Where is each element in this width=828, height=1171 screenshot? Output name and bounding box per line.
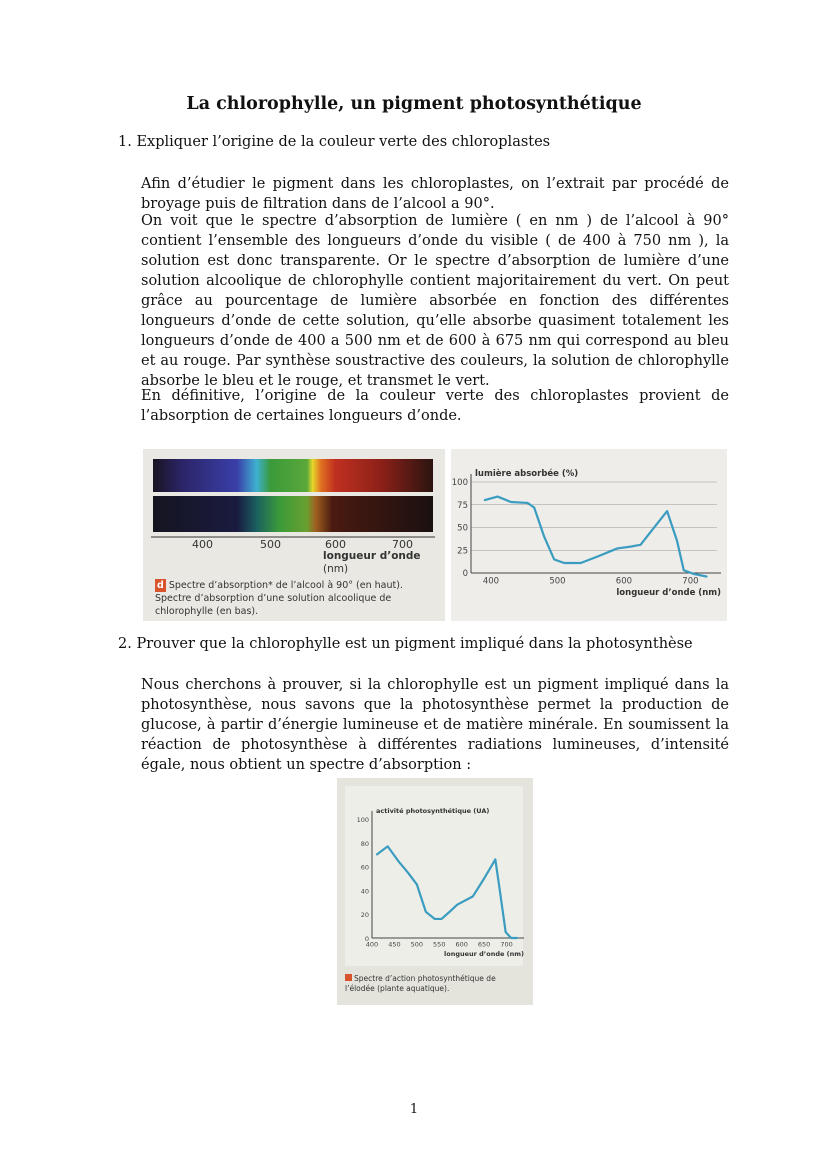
y-tick-label: 0: [364, 935, 369, 943]
data-point: [407, 872, 408, 873]
x-tick-label: 500: [410, 940, 424, 949]
data-point: [425, 911, 426, 912]
data-point: [376, 854, 377, 855]
data-point: [387, 846, 388, 847]
data-point: [472, 896, 473, 897]
y-tick-label: 75: [457, 500, 468, 511]
data-point: [416, 884, 417, 885]
x-axis-label: longueur d’onde: [323, 550, 421, 562]
section-1-paragraph-3: En définitive, l’origine de la couleur verte des chloroplastes provient de l’absorption de certaines longueurs d’onde.: [141, 388, 729, 424]
data-point: [630, 546, 631, 547]
x-tick-label: 600: [455, 940, 468, 949]
absorption-chart: [451, 449, 727, 621]
y-axis-label: activité photosynthétique (UA): [376, 807, 490, 815]
data-point: [510, 937, 511, 938]
data-point: [499, 890, 500, 891]
data-line: [484, 497, 707, 577]
section-1-heading: 1. Expliquer l’origine de la couleur verte des chloroplastes: [118, 134, 551, 150]
x-tick-label: 650: [477, 940, 491, 949]
data-point: [544, 536, 545, 537]
y-tick-label: 25: [457, 546, 468, 557]
x-tick-label: 500: [549, 576, 566, 587]
x-axis-unit: (nm): [323, 563, 349, 575]
data-line: [376, 846, 517, 938]
alcohol-spectrum-band: [153, 459, 433, 492]
data-point: [434, 918, 435, 919]
data-point: [448, 912, 449, 913]
data-point: [617, 548, 618, 549]
x-tick-label: 700: [500, 940, 513, 949]
section-1-paragraph-1: Afin d’étudier le pigment dans les chloroplastes, on l’extrait par procédé de broyage puis de filtration dans de l’alcool a 90°.: [141, 176, 729, 212]
section-2-paragraph-1: Nous cherchons à prouver, si la chlorophylle est un pigment impliqué dans la photosynthèse, nous savons que la photosynthèse permet la production de glucose, à partir d’énergie lumineuse et de matière minérale. En soumissent la réaction de photosynthèse à différentes radiations lumineuses, d’intensité égale, nous obtient un spectre d’absorption :: [141, 677, 729, 773]
section-1-paragraph-2: On voit que le spectre d’absorption de lumière ( en nm ) de l’alcool à 90° contient l’ensemble des longueurs d’onde du visible ( de 400 à 750 nm ), la solution est donc transparente. Or le spectre d’absorption de lumière d’une solution alcoolique de chlorophylle contient majoritairement du vert. On peut grâce au pourcentage de lumière absorbée en fonction des différentes longueurs d’onde de cette solution, qu’elle absorbe quasiment totalement les longueurs d’onde de 400 a 500 nm et de 600 à 675 nm qui correspond au bleu et au rouge. Par synthèse soustractive des couleurs, la solution de chlorophylle absorbe le bleu et le rouge, et transmet le vert.: [141, 213, 729, 389]
data-point: [510, 501, 511, 502]
y-tick-label: 100: [451, 478, 468, 488]
y-axis-label: lumière absorbée (%): [475, 469, 579, 479]
y-tick-label: 100: [356, 816, 369, 824]
y-tick-label: 40: [360, 887, 369, 896]
x-tick-label: 450: [388, 940, 401, 949]
data-point: [706, 576, 707, 577]
y-tick-label: 80: [360, 839, 369, 848]
y-tick-label: 50: [457, 523, 468, 534]
data-point: [693, 573, 694, 574]
spectrum-caption: d Spectre d’absorption* de l’alcool à 90° (en haut). Spectre d’absorption d’une solution alcoolique de chlorophylle (en bas).: [155, 580, 403, 617]
section-2-heading: 2. Prouver que la chlorophylle est un pigment impliqué dans la photosynthèse: [118, 636, 693, 652]
x-axis-label: longueur d’onde (nm): [444, 950, 524, 958]
x-tick-label: 550: [433, 940, 446, 949]
data-point: [398, 861, 399, 862]
x-tick-label: 400: [365, 940, 379, 949]
spectrum-figure: [143, 449, 445, 621]
data-point: [441, 918, 442, 919]
action-spectrum-chart-svg: [337, 778, 533, 1005]
data-point: [677, 541, 678, 542]
data-point: [667, 511, 668, 512]
tick-600: 600: [325, 538, 346, 551]
data-point: [597, 556, 598, 557]
data-point: [497, 496, 498, 497]
y-tick-label: 60: [360, 863, 369, 872]
x-tick-label: 600: [615, 576, 633, 587]
x-axis-label: longueur d’onde (nm): [616, 588, 721, 598]
absorption-chart-svg: [451, 449, 727, 621]
data-point: [484, 500, 485, 501]
y-tick-label: 0: [462, 569, 468, 579]
data-point: [457, 904, 458, 905]
action-spectrum-figure: [337, 778, 533, 1005]
data-point: [563, 562, 564, 563]
data-point: [554, 559, 555, 560]
caption-marker: [345, 974, 352, 981]
x-tick-label: 400: [482, 576, 500, 587]
page-title: La chlorophylle, un pigment photosynthétique: [186, 94, 642, 114]
y-tick-label: 20: [360, 911, 369, 920]
action-spectrum-caption: Spectre d’action photosynthétique de l’élodée (plante aquatique).: [345, 974, 496, 993]
data-point: [517, 937, 518, 938]
data-point: [534, 507, 535, 508]
data-point: [650, 531, 651, 532]
x-tick-label: 700: [682, 576, 699, 587]
data-point: [580, 562, 581, 563]
data-point: [527, 502, 528, 503]
data-point: [640, 544, 641, 545]
data-point: [505, 931, 506, 932]
page-number: 1: [409, 1102, 419, 1117]
tick-500: 500: [260, 538, 281, 551]
chlorophyll-spectrum-band: [153, 496, 433, 532]
data-point: [495, 859, 496, 860]
data-point: [683, 570, 684, 571]
data-point: [484, 878, 485, 879]
tick-400: 400: [192, 538, 213, 551]
figure-badge: d: [157, 580, 164, 591]
tick-700: 700: [392, 538, 413, 551]
